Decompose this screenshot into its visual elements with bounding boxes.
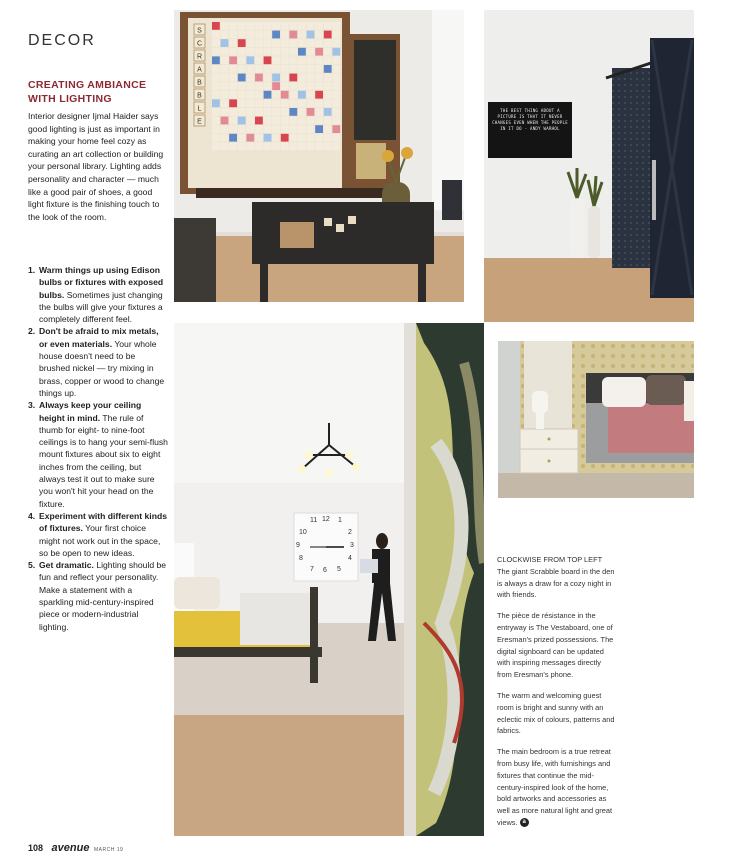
board-square [272, 117, 280, 125]
board-square [298, 39, 306, 47]
board-square [272, 125, 280, 133]
board-square [307, 74, 315, 82]
board-square [281, 125, 289, 133]
board-square [324, 99, 332, 107]
board-square [315, 74, 323, 82]
board-square [281, 91, 289, 99]
board-square [272, 48, 280, 56]
board-square [246, 39, 254, 47]
board-square [307, 65, 315, 73]
board-square [315, 82, 323, 90]
board-square [315, 56, 323, 64]
scrabble-board [180, 12, 350, 194]
board-square [324, 48, 332, 56]
board-square [212, 117, 220, 125]
board-square [307, 125, 315, 133]
board-square [264, 82, 272, 90]
board-square [324, 65, 332, 73]
page-footer [28, 842, 123, 854]
board-square [238, 56, 246, 64]
board-square [307, 99, 315, 107]
board-square [289, 31, 297, 39]
board-square [221, 134, 229, 142]
magazine-name: avenue [51, 842, 90, 854]
board-square [332, 39, 340, 47]
board-square [324, 142, 332, 150]
board-square [229, 108, 237, 116]
board-square [298, 22, 306, 30]
board-square [289, 48, 297, 56]
board-square [255, 31, 263, 39]
nightstand [520, 429, 578, 473]
clock-numeral: 5 [337, 566, 341, 573]
board-square [324, 108, 332, 116]
board-square [255, 125, 263, 133]
board-square [255, 74, 263, 82]
board-square [324, 125, 332, 133]
board-square [264, 108, 272, 116]
board-square [221, 142, 229, 150]
board-square [332, 91, 340, 99]
board-square [315, 91, 323, 99]
board-square [238, 142, 246, 150]
board-square [221, 48, 229, 56]
board-square [212, 125, 220, 133]
board-square [229, 56, 237, 64]
board-square [332, 134, 340, 142]
clock-numeral: 9 [296, 542, 300, 549]
board-square [238, 65, 246, 73]
board-square [307, 142, 315, 150]
caption-paragraph: The warm and welcoming guest room is bright and sunny with an eclectic mix of colours, patterns and fabrics. [497, 690, 615, 736]
board-square [238, 48, 246, 56]
clock-numeral: 4 [348, 555, 352, 562]
photo-den-scrabble [174, 10, 464, 302]
board-square [298, 48, 306, 56]
board-square [298, 108, 306, 116]
board-square [212, 142, 220, 150]
board-square [246, 134, 254, 142]
board-square [264, 31, 272, 39]
board-square [315, 39, 323, 47]
tip-item: 3. Always keep your ceiling height in mind. The rule of thumb for eight- to nine-foot ceilings is to hang your semi-flush mount fixtures about six to eight inches from the ceiling, but always test it out to make sure you won't hit your head on the fixture. [28, 400, 168, 509]
board-square [315, 117, 323, 125]
board-square [281, 74, 289, 82]
board-square [289, 125, 297, 133]
board-square [289, 108, 297, 116]
board-square [238, 22, 246, 30]
board-square [332, 31, 340, 39]
board-square [298, 65, 306, 73]
abstract-artwork [416, 323, 484, 836]
letter-tile-text: C [196, 40, 203, 48]
board-square [315, 31, 323, 39]
board-square [264, 91, 272, 99]
caption-paragraph: The pièce de résistance in the entryway is The Vestaboard, one of Eresman's prized possessions. The digital signboard can be updated with inspiring messages directly from Eresman's phone. [497, 611, 614, 680]
board-square [246, 108, 254, 116]
board-square [255, 65, 263, 73]
board-square [272, 142, 280, 150]
board-square [229, 82, 237, 90]
board-square [212, 74, 220, 82]
board-square [229, 48, 237, 56]
board-square [281, 134, 289, 142]
board-square [272, 108, 280, 116]
board-square [272, 82, 280, 90]
board-square [272, 65, 280, 73]
board-square [289, 56, 297, 64]
clock-numeral: 7 [310, 566, 314, 573]
board-square [255, 117, 263, 125]
page-number: 108 [28, 843, 44, 853]
section-title: DECOR [28, 32, 96, 49]
board-square [281, 99, 289, 107]
board-square [298, 82, 306, 90]
board-square [212, 48, 220, 56]
board-square [307, 31, 315, 39]
board-square [229, 22, 237, 30]
board-square [212, 65, 220, 73]
caption-paragraph: The giant Scrabble board in the den is always a draw for a cozy night in with friends. [497, 566, 615, 600]
board-square [212, 39, 220, 47]
board-square [307, 22, 315, 30]
board-square [332, 65, 340, 73]
board-square [246, 74, 254, 82]
board-square [307, 134, 315, 142]
board-square [332, 22, 340, 30]
board-square [264, 134, 272, 142]
board-square [221, 74, 229, 82]
board-square [212, 22, 220, 30]
board-square [332, 48, 340, 56]
board-square [221, 125, 229, 133]
vestaboard-message: THE BEST THING ABOUT A PICTURE IS THAT IT NEVER CHANGES EVEN WHEN THE PEOPLE IN IT DO - ANDY WARHOL [492, 108, 568, 131]
tip-item: 2. Don't be afraid to mix metals, or even materials. Your whole house doesn't need to be brushed nickel — try mixing in brass, copper or wood to change things up. [28, 326, 165, 398]
clock-numeral: 3 [350, 542, 354, 549]
board-square [298, 142, 306, 150]
board-square [281, 65, 289, 73]
letter-tile-text: R [196, 53, 203, 61]
board-square [229, 91, 237, 99]
board-square [281, 82, 289, 90]
board-square [212, 82, 220, 90]
board-square [255, 82, 263, 90]
board-square [229, 31, 237, 39]
board-square [298, 99, 306, 107]
board-square [332, 142, 340, 150]
board-square [264, 65, 272, 73]
board-square [332, 82, 340, 90]
board-square [307, 108, 315, 116]
board-square [221, 117, 229, 125]
board-square [272, 22, 280, 30]
issue-date: MARCH 19 [93, 847, 124, 853]
board-square [212, 91, 220, 99]
board-square [332, 125, 340, 133]
board-square [332, 99, 340, 107]
board-square [298, 117, 306, 125]
board-square [221, 56, 229, 64]
board-square [307, 48, 315, 56]
board-square [272, 31, 280, 39]
board-square [212, 134, 220, 142]
board-square [221, 99, 229, 107]
board-square [281, 108, 289, 116]
board-square [229, 65, 237, 73]
board-square [264, 39, 272, 47]
board-square [264, 48, 272, 56]
board-square [264, 22, 272, 30]
board-square [255, 91, 263, 99]
clock-numeral: 2 [348, 529, 352, 536]
board-square [289, 142, 297, 150]
board-square [289, 39, 297, 47]
board-square [315, 99, 323, 107]
board-square [272, 39, 280, 47]
board-square [281, 142, 289, 150]
board-square [281, 117, 289, 125]
tips-list [28, 264, 168, 633]
board-square [246, 48, 254, 56]
board-square [229, 134, 237, 142]
board-square [281, 31, 289, 39]
board-square [315, 48, 323, 56]
board-square [315, 22, 323, 30]
caption-heading: CLOCKWISE FROM TOP LEFT [497, 555, 603, 564]
board-square [281, 48, 289, 56]
board-square [264, 74, 272, 82]
board-square [238, 117, 246, 125]
board-square [332, 117, 340, 125]
board-square [315, 65, 323, 73]
board-square [212, 56, 220, 64]
board-square [315, 108, 323, 116]
board-square [289, 82, 297, 90]
board-square [324, 31, 332, 39]
board-square [324, 39, 332, 47]
board-square [255, 48, 263, 56]
board-square [255, 142, 263, 150]
board-square [238, 99, 246, 107]
clock-numeral: 6 [323, 567, 327, 574]
board-square [307, 117, 315, 125]
board-square [289, 74, 297, 82]
board-square [246, 125, 254, 133]
board-square [229, 39, 237, 47]
board-square [298, 125, 306, 133]
clock-numeral: 8 [299, 555, 303, 562]
board-square [255, 56, 263, 64]
board-square [229, 99, 237, 107]
board-square [298, 91, 306, 99]
board-square [221, 22, 229, 30]
board-square [324, 22, 332, 30]
photo-guest-room [498, 341, 694, 498]
letter-tile-text: S [197, 27, 202, 35]
letter-tile-text: A [197, 66, 202, 74]
board-square [264, 142, 272, 150]
letter-tile-text: L [197, 105, 202, 113]
board-square [332, 56, 340, 64]
board-square [272, 134, 280, 142]
board-square [272, 74, 280, 82]
photo-entryway-sign [484, 10, 694, 322]
end-mark-icon: a [520, 818, 529, 827]
board-square [212, 108, 220, 116]
board-square [264, 125, 272, 133]
intro-paragraph: Interior designer Ijmal Haider says good lighting is just as important in making your home feel cozy as curating an art collection or building your personal library. Lighting adds personality and character — much like a good pair of shoes, a good light fixture is the finishing touch to the look of the room. [28, 111, 164, 222]
board-square [307, 91, 315, 99]
board-square [281, 39, 289, 47]
board-square [255, 22, 263, 30]
board-square [289, 134, 297, 142]
board-square [298, 134, 306, 142]
board-square [238, 134, 246, 142]
board-square [212, 31, 220, 39]
board-square [255, 99, 263, 107]
board-square [229, 125, 237, 133]
board-square [315, 134, 323, 142]
board-square [307, 39, 315, 47]
clock-numeral: 12 [322, 516, 330, 523]
board-square [246, 31, 254, 39]
board-square [332, 108, 340, 116]
board-square [332, 74, 340, 82]
tip-item: 1. Warm things up using Edison bulbs or fixtures with exposed bulbs. Sometimes just changing the bulbs will give your fixtures a completely different feel. [28, 265, 164, 325]
board-square [221, 82, 229, 90]
board-square [281, 22, 289, 30]
board-square [246, 65, 254, 73]
board-square [272, 99, 280, 107]
board-square [238, 39, 246, 47]
letter-tile-text: B [197, 79, 202, 87]
board-square [246, 99, 254, 107]
board-square [255, 108, 263, 116]
board-square [324, 82, 332, 90]
board-square [221, 39, 229, 47]
clock-numeral: 1 [338, 517, 342, 524]
letter-tile-text: B [197, 92, 202, 100]
board-square [238, 91, 246, 99]
board-square [307, 82, 315, 90]
board-square [229, 74, 237, 82]
clock-numeral: 10 [299, 529, 307, 536]
board-square [221, 31, 229, 39]
board-square [229, 117, 237, 125]
clock-numeral: 11 [310, 517, 318, 524]
article-heading: CREATING AMBIANCE WITH LIGHTING [28, 79, 147, 105]
letter-tile-text: E [197, 118, 202, 126]
board-square [212, 99, 220, 107]
board-square [221, 108, 229, 116]
board-square [255, 134, 263, 142]
board-square [272, 56, 280, 64]
board-square [221, 65, 229, 73]
board-square [246, 22, 254, 30]
board-square [264, 117, 272, 125]
board-square [264, 99, 272, 107]
board-square [289, 99, 297, 107]
board-square [238, 31, 246, 39]
board-square [298, 56, 306, 64]
board-square [238, 125, 246, 133]
tip-item: 4. Experiment with different kinds of fixtures. Your first choice might not work out in the space, so be open to new ideas. [28, 510, 167, 558]
board-square [298, 74, 306, 82]
clock-face [296, 517, 356, 577]
board-square [298, 31, 306, 39]
board-square [289, 65, 297, 73]
photo-main-bedroom [174, 323, 484, 836]
board-square [289, 22, 297, 30]
board-square [324, 91, 332, 99]
board-square [264, 56, 272, 64]
board-square [315, 142, 323, 150]
board-square [324, 74, 332, 82]
board-square [272, 91, 280, 99]
board-square [289, 91, 297, 99]
board-square [281, 56, 289, 64]
board-square [289, 117, 297, 125]
board-square [324, 117, 332, 125]
board-square [255, 39, 263, 47]
board-square [238, 108, 246, 116]
board-square [246, 82, 254, 90]
board-square [307, 56, 315, 64]
board-square [246, 117, 254, 125]
board-square [238, 74, 246, 82]
board-square [238, 82, 246, 90]
board-square [229, 142, 237, 150]
board-square [221, 91, 229, 99]
board-square [246, 91, 254, 99]
caption-paragraph: The main bedroom is a true retreat from busy life, with furnishings and fixtures that continue the mid-century-inspired look of the home, bold artworks and accessories as well as more natural light and great views. a [497, 747, 613, 827]
tip-item: 5. Get dramatic. Lighting should be fun and reflect your personality. Make a statement with a sparkling mid-century-inspired piece or modern-industrial lighting. [28, 560, 167, 632]
board-square [324, 56, 332, 64]
board-square [324, 134, 332, 142]
photo-caption [497, 554, 617, 838]
board-square [315, 125, 323, 133]
board-square [246, 56, 254, 64]
board-square [246, 142, 254, 150]
